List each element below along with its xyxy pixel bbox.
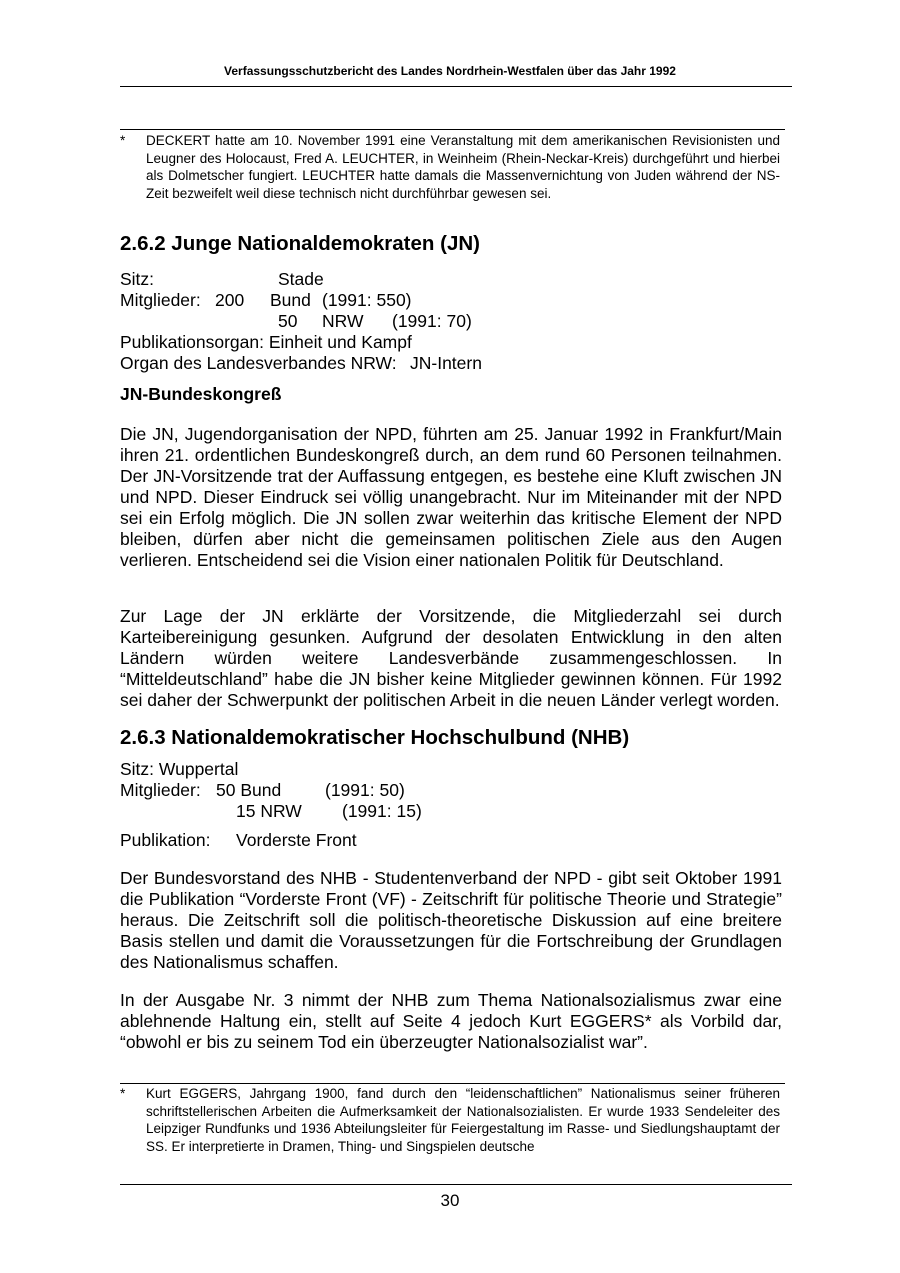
jn-mitglieder-bund-label: Bund <box>270 290 311 310</box>
footnote-marker: * <box>120 133 126 148</box>
jn-mitglieder-nrw-prev: (1991: 70) <box>392 311 472 331</box>
page-number: 30 <box>440 1191 460 1210</box>
jn-info-block <box>120 269 570 374</box>
header-divider <box>120 86 792 87</box>
footnote-divider-bottom <box>120 1083 785 1084</box>
jn-mitglieder-label: Mitglieder: <box>120 290 201 310</box>
jn-organ-label: Organ des Landesverbandes NRW: <box>120 353 397 373</box>
footnote-top <box>120 132 780 202</box>
footnote-text: Kurt EGGERS, Jahrgang 1900, fand durch den “leidenschaftlichen” Nationalismus seiner früheren schriftstellerischen Arbeiten die Aufmerksamkeit der Nationalsozialisten. Er wurde 1933 Sendeleiter des Leipziger Rundfunks und 1936 Abteilungsleiter für Feiergestaltung im Rasse- und Siedlungshauptamt der SS. Er interpretierte in Dramen, Thing- und Singspielen deutsche <box>146 1086 780 1154</box>
jn-paragraph-2: Zur Lage der JN erklärte der Vorsitzende, die Mitgliederzahl sei durch Karteibereinigung gesunken. Aufgrund der desolaten Entwicklung in den alten Ländern würden weitere Landesverbände zusammengeschlossen. In “Mitteldeutschland” habe die JN bisher keine Mitglieder gewinnen können. Für 1992 sei daher der Schwerpunkt der politischen Arbeit in die neuen Länder verlegt worden. <box>120 606 782 710</box>
nhb-sitz: Sitz: Wuppertal <box>120 759 239 779</box>
jn-sitz-label: Sitz: <box>120 269 155 289</box>
nhb-mitglieder-nrw: 15 NRW <box>236 801 302 821</box>
nhb-paragraph-2: In der Ausgabe Nr. 3 nimmt der NHB zum Thema Nationalsozialismus zwar eine ablehnende Haltung ein, stellt auf Seite 4 jedoch Kurt EGGERS* als Vorbild dar, “obwohl er bis zu seinem Tod ein überzeugter Nationalsozialist war”. <box>120 990 782 1052</box>
section-heading-jn: 2.6.2 Junge Nationaldemokraten (JN) <box>120 232 480 255</box>
jn-paragraph-1: Die JN, Jugendorganisation der NPD, führten am 25. Januar 1992 in Frankfurt/Main ihren 21. ordentlichen Bundeskongreß durch, an dem rund 60 Personen teilnahmen. Der JN-Vorsitzende trat der Auffassung entgegen, es bestehe eine Kluft zwischen JN und NPD. Dieser Eindruck sei völlig unangebracht. Nur im Miteinander mit der NPD sei ein Erfolg möglich. Die JN sollen zwar weiterhin das kritische Element der NPD bleiben, dürfen aber nicht die gemeinsamen politischen Ziele aus den Augen verlieren. Entscheidend sei die Vision einer nationalen Politik für Deutschland. <box>120 424 782 570</box>
nhb-mitglieder-nrw-prev: (1991: 15) <box>342 801 422 821</box>
footer-divider <box>120 1184 792 1185</box>
page-header: Verfassungsschutzbericht des Landes Nordrhein-Westfalen über das Jahr 1992 <box>224 64 676 78</box>
jn-subheading: JN-Bundeskongreß <box>120 384 282 404</box>
nhb-publikation-label: Publikation: <box>120 830 211 850</box>
jn-organ-value: JN-Intern <box>410 353 482 373</box>
footnote-divider-top <box>120 129 785 130</box>
section-heading-nhb: 2.6.3 Nationaldemokratischer Hochschulbund (NHB) <box>120 726 630 749</box>
nhb-publikation-value: Vorderste Front <box>236 830 357 850</box>
jn-publikation: Publikationsorgan: Einheit und Kampf <box>120 332 412 352</box>
jn-mitglieder-nrw-label: NRW <box>322 311 364 331</box>
footnote-bottom <box>120 1085 780 1155</box>
jn-mitglieder-bund-prev: (1991: 550) <box>322 290 412 310</box>
nhb-mitglieder-bund: 50 Bund <box>216 780 282 800</box>
nhb-info-block <box>120 759 570 855</box>
footnote-text: DECKERT hatte am 10. November 1991 eine Veranstaltung mit dem amerikanischen Revisionisten und Leugner des Holocaust, Fred A. LEUCHTER, in Weinheim (Rhein-Neckar-Kreis) durchgeführt und hierbei als Dolmetscher fungiert. LEUCHTER hatte damals die Massenvernichtung von Juden während der NS-Zeit bezweifelt weil diese technisch nicht durchführbar gewesen sei. <box>146 133 780 201</box>
nhb-mitglieder-bund-prev: (1991: 50) <box>325 780 405 800</box>
jn-mitglieder-bund-count: 200 <box>215 290 245 310</box>
jn-sitz-value: Stade <box>278 269 324 289</box>
jn-mitglieder-nrw-count: 50 <box>278 311 298 331</box>
nhb-mitglieder-label: Mitglieder: <box>120 780 201 800</box>
footnote-marker: * <box>120 1086 126 1101</box>
nhb-paragraph-1: Der Bundesvorstand des NHB - Studentenverband der NPD - gibt seit Oktober 1991 die Publikation “Vorderste Front (VF) - Zeitschrift für politische Theorie und Strategie” heraus. Die Zeitschrift soll die politisch-theoretische Diskussion auf eine breitere Basis stellen und damit die Voraussetzungen für die Fortschreibung der Grundlagen des Nationalismus schaffen. <box>120 868 782 972</box>
